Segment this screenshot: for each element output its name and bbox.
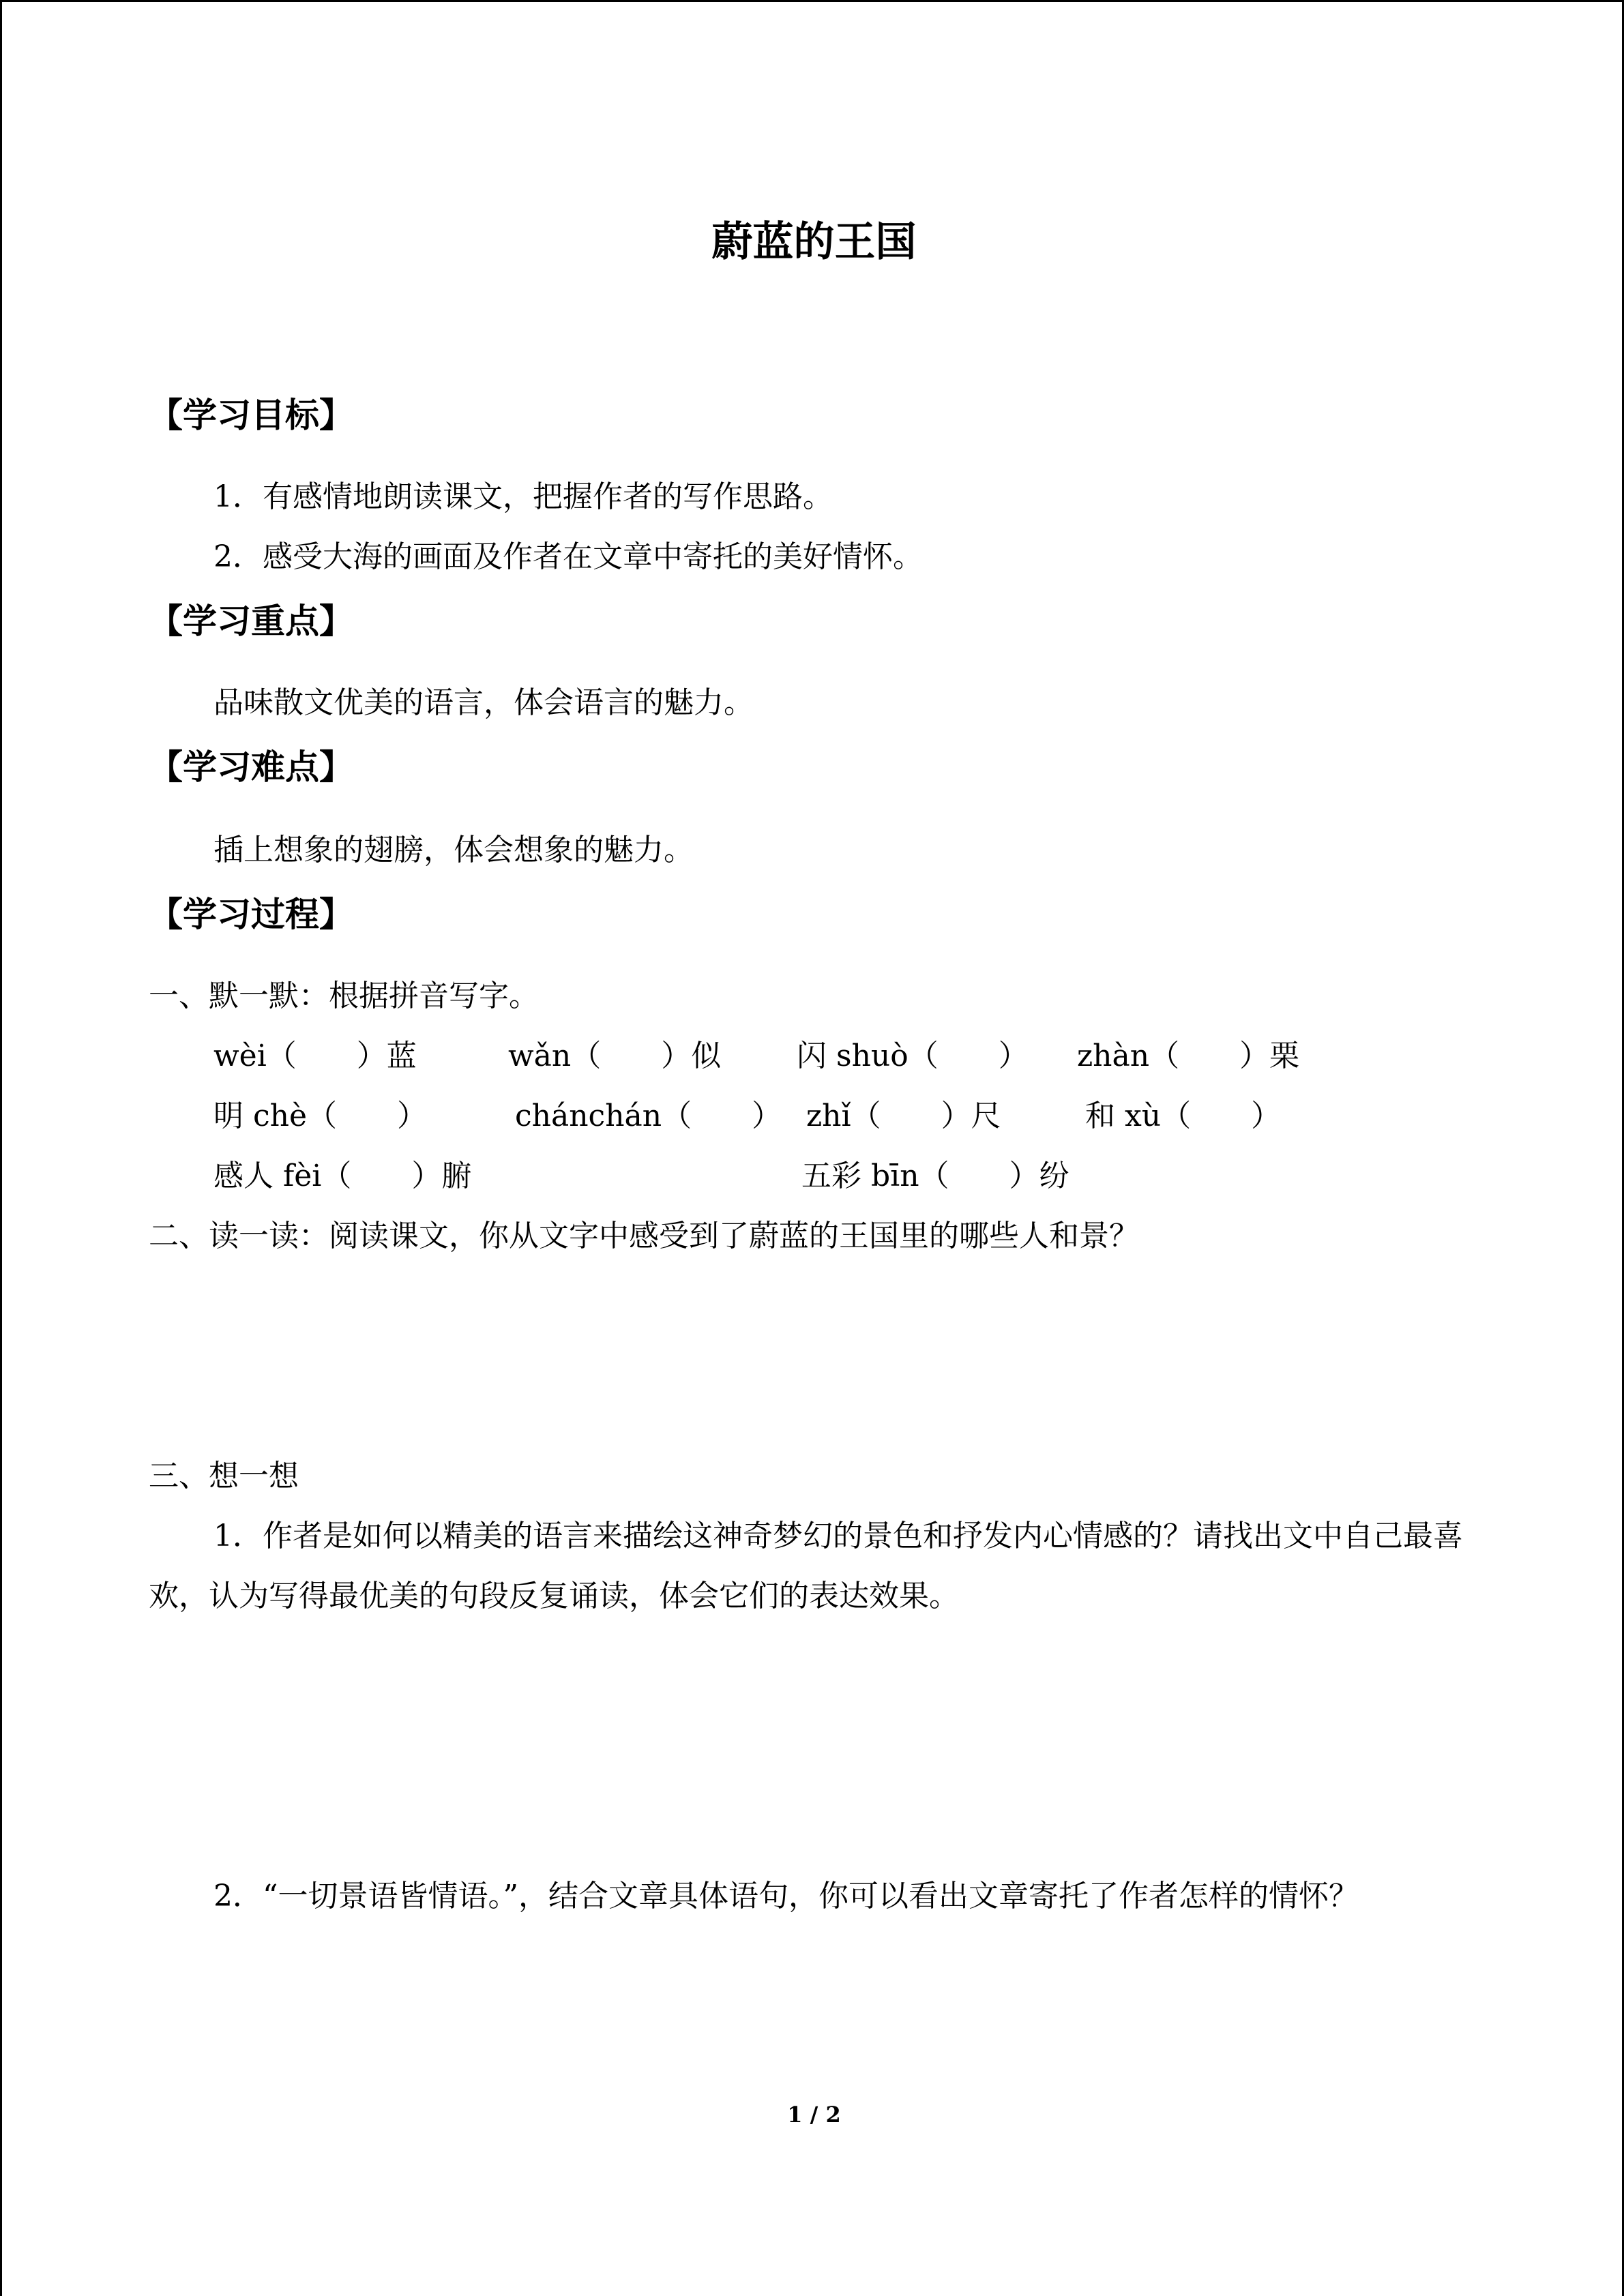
pinyin-item: 感人 fèi（ ）腑 [213,1159,472,1193]
pinyin-item: chánchán（ ） [515,1099,782,1133]
key-points-heading: 【学习重点】 [149,601,353,641]
part3-question-2: 2．“一切景语皆情语。”，结合文章具体语句，你可以看出文章寄托了作者怎样的情怀？ [213,1879,1359,1913]
part3-heading: 三、想一想 [149,1459,299,1493]
difficulties-text: 插上想象的翅膀，体会想象的魅力。 [213,833,694,867]
goal-item-2: 2．感受大海的画面及作者在文章中寄托的美好情怀。 [213,539,923,574]
part2-instruction: 二、读一读：阅读课文，你从文字中感受到了蔚蓝的王国里的哪些人和景？ [149,1219,1139,1253]
document-title: 蔚蓝的王国 [711,218,917,266]
page-number: 1 / 2 [787,2102,841,2128]
pinyin-item: zhǐ（ ）尺 [806,1099,1001,1133]
key-points-text: 品味散文优美的语言，体会语言的魅力。 [213,685,754,720]
pinyin-item: 和 xù（ ） [1085,1099,1282,1133]
goal-item-1: 1．有感情地朗读课文，把握作者的写作思路。 [213,479,833,514]
pinyin-item: 明 chè（ ） [213,1099,428,1133]
pinyin-item: 闪 shuò（ ） [797,1039,1029,1073]
pinyin-item: wèi（ ）蓝 [213,1039,417,1073]
pinyin-item: wǎn（ ）似 [508,1039,722,1073]
process-heading: 【学习过程】 [149,894,353,934]
pinyin-item: zhàn（ ）栗 [1077,1039,1300,1073]
part1-instruction: 一、默一默：根据拼音写字。 [149,979,539,1013]
part3-question-1: 1．作者是如何以精美的语言来描绘这神奇梦幻的景色和抒发内心情感的？请找出文中自己最喜欢，认为写得最优美的句段反复诵读，体会它们的表达效果。 [149,1519,1463,1613]
goals-heading: 【学习目标】 [149,395,353,435]
pinyin-item: 五彩 bīn（ ）纷 [801,1159,1069,1193]
difficulties-heading: 【学习难点】 [149,747,353,787]
